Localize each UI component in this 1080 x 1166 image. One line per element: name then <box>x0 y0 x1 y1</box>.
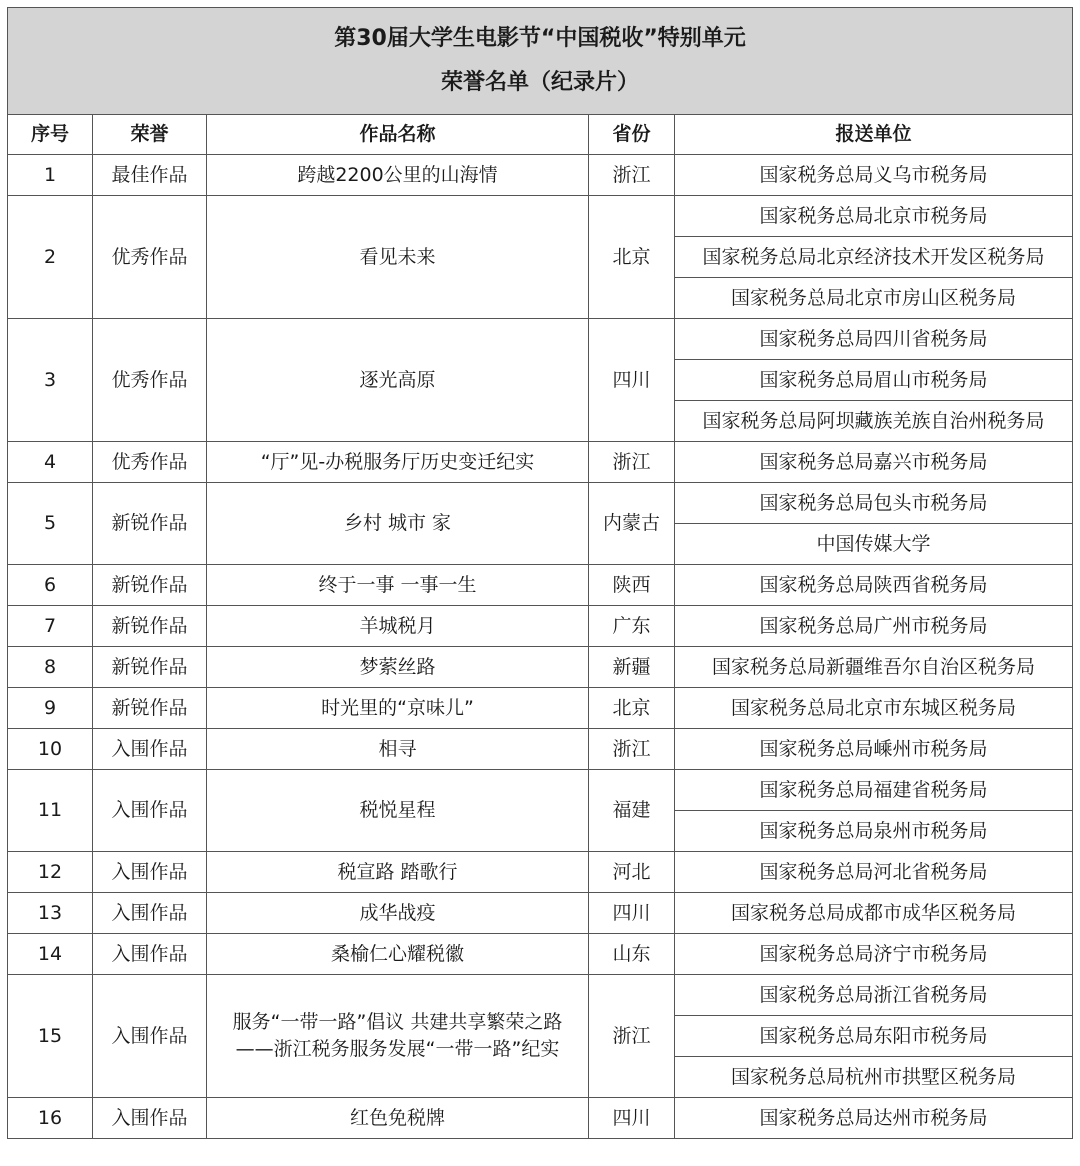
honor-cell: 入围作品 <box>93 770 207 852</box>
submitting-unit: 国家税务总局嘉兴市税务局 <box>675 442 1073 483</box>
province-cell: 广东 <box>589 606 675 647</box>
honor-table <box>7 7 1073 1139</box>
province-cell: 陕西 <box>589 565 675 606</box>
work-title: 税悦星程 <box>207 770 589 852</box>
row-number: 11 <box>8 770 93 852</box>
submitting-unit: 国家税务总局福建省税务局 <box>675 770 1073 811</box>
row-number: 3 <box>8 319 93 442</box>
table-row <box>8 934 1073 975</box>
row-number: 6 <box>8 565 93 606</box>
province-cell: 山东 <box>589 934 675 975</box>
submitting-unit: 国家税务总局广州市税务局 <box>675 606 1073 647</box>
header-unit: 报送单位 <box>675 115 1073 155</box>
table-row <box>8 975 1073 1016</box>
honor-list-sheet <box>7 7 1072 1139</box>
row-number: 14 <box>8 934 93 975</box>
table-row <box>8 606 1073 647</box>
header-row <box>8 115 1073 155</box>
submitting-unit: 国家税务总局成都市成华区税务局 <box>675 893 1073 934</box>
table-title <box>8 8 1073 115</box>
work-title: 税宣路 踏歌行 <box>207 852 589 893</box>
table-row <box>8 770 1073 811</box>
province-cell: 四川 <box>589 893 675 934</box>
table-row <box>8 565 1073 606</box>
table-row <box>8 852 1073 893</box>
honor-cell: 新锐作品 <box>93 688 207 729</box>
honor-cell: 入围作品 <box>93 729 207 770</box>
work-title: “厅”见-办税服务厅历史变迁纪实 <box>207 442 589 483</box>
table-row <box>8 1098 1073 1139</box>
honor-cell: 优秀作品 <box>93 319 207 442</box>
province-cell: 浙江 <box>589 729 675 770</box>
submitting-unit: 国家税务总局北京经济技术开发区税务局 <box>675 237 1073 278</box>
honor-cell: 优秀作品 <box>93 442 207 483</box>
submitting-unit: 国家税务总局四川省税务局 <box>675 319 1073 360</box>
row-number: 8 <box>8 647 93 688</box>
work-title-line-1: 服务“一带一路”倡议 共建共享繁荣之路 <box>232 1011 563 1033</box>
work-title: 终于一事 一事一生 <box>207 565 589 606</box>
submitting-unit: 国家税务总局嵊州市税务局 <box>675 729 1073 770</box>
row-number: 12 <box>8 852 93 893</box>
submitting-unit: 国家税务总局眉山市税务局 <box>675 360 1073 401</box>
header-no: 序号 <box>8 115 93 155</box>
header-honor: 荣誉 <box>93 115 207 155</box>
submitting-unit: 国家税务总局陕西省税务局 <box>675 565 1073 606</box>
honor-cell: 新锐作品 <box>93 606 207 647</box>
row-number: 9 <box>8 688 93 729</box>
honor-cell: 入围作品 <box>93 934 207 975</box>
row-number: 7 <box>8 606 93 647</box>
submitting-unit: 国家税务总局阿坝藏族羌族自治州税务局 <box>675 401 1073 442</box>
work-title-line-2: ——浙江税务服务发展“一带一路”纪实 <box>235 1038 560 1060</box>
submitting-unit: 中国传媒大学 <box>675 524 1073 565</box>
province-cell: 福建 <box>589 770 675 852</box>
submitting-unit: 国家税务总局浙江省税务局 <box>675 975 1073 1016</box>
work-title <box>207 975 589 1098</box>
honor-cell: 新锐作品 <box>93 565 207 606</box>
row-number: 4 <box>8 442 93 483</box>
submitting-unit: 国家税务总局东阳市税务局 <box>675 1016 1073 1057</box>
table-row <box>8 688 1073 729</box>
honor-cell: 入围作品 <box>93 1098 207 1139</box>
work-title: 成华战疫 <box>207 893 589 934</box>
table-row <box>8 729 1073 770</box>
submitting-unit: 国家税务总局北京市税务局 <box>675 196 1073 237</box>
honor-cell: 入围作品 <box>93 852 207 893</box>
header-province: 省份 <box>589 115 675 155</box>
submitting-unit: 国家税务总局义乌市税务局 <box>675 155 1073 196</box>
table-row <box>8 647 1073 688</box>
submitting-unit: 国家税务总局达州市税务局 <box>675 1098 1073 1139</box>
province-cell: 四川 <box>589 1098 675 1139</box>
submitting-unit: 国家税务总局泉州市税务局 <box>675 811 1073 852</box>
province-cell: 新疆 <box>589 647 675 688</box>
work-title: 梦萦丝路 <box>207 647 589 688</box>
honor-cell: 新锐作品 <box>93 483 207 565</box>
table-row <box>8 483 1073 524</box>
honor-cell: 最佳作品 <box>93 155 207 196</box>
table-row <box>8 893 1073 934</box>
province-cell: 河北 <box>589 852 675 893</box>
province-cell: 浙江 <box>589 155 675 196</box>
submitting-unit: 国家税务总局河北省税务局 <box>675 852 1073 893</box>
submitting-unit: 国家税务总局杭州市拱墅区税务局 <box>675 1057 1073 1098</box>
table-row <box>8 155 1073 196</box>
province-cell: 内蒙古 <box>589 483 675 565</box>
work-title: 乡村 城市 家 <box>207 483 589 565</box>
table-row <box>8 442 1073 483</box>
row-number: 1 <box>8 155 93 196</box>
province-cell: 北京 <box>589 688 675 729</box>
work-title: 跨越2200公里的山海情 <box>207 155 589 196</box>
submitting-unit: 国家税务总局新疆维吾尔自治区税务局 <box>675 647 1073 688</box>
row-number: 10 <box>8 729 93 770</box>
title-line-2: 荣誉名单（纪录片） <box>441 70 640 95</box>
work-title: 看见未来 <box>207 196 589 319</box>
row-number: 16 <box>8 1098 93 1139</box>
row-number: 13 <box>8 893 93 934</box>
honor-cell: 入围作品 <box>93 975 207 1098</box>
province-cell: 北京 <box>589 196 675 319</box>
submitting-unit: 国家税务总局北京市东城区税务局 <box>675 688 1073 729</box>
province-cell: 浙江 <box>589 975 675 1098</box>
submitting-unit: 国家税务总局济宁市税务局 <box>675 934 1073 975</box>
work-title: 逐光高原 <box>207 319 589 442</box>
work-title: 红色免税牌 <box>207 1098 589 1139</box>
honor-cell: 优秀作品 <box>93 196 207 319</box>
submitting-unit: 国家税务总局北京市房山区税务局 <box>675 278 1073 319</box>
work-title: 相寻 <box>207 729 589 770</box>
work-title: 桑榆仁心耀税徽 <box>207 934 589 975</box>
work-title: 时光里的“京味儿” <box>207 688 589 729</box>
table-body <box>8 155 1073 1139</box>
province-cell: 浙江 <box>589 442 675 483</box>
work-title: 羊城税月 <box>207 606 589 647</box>
submitting-unit: 国家税务总局包头市税务局 <box>675 483 1073 524</box>
honor-cell: 新锐作品 <box>93 647 207 688</box>
table-row <box>8 319 1073 360</box>
honor-cell: 入围作品 <box>93 893 207 934</box>
table-row <box>8 196 1073 237</box>
row-number: 2 <box>8 196 93 319</box>
province-cell: 四川 <box>589 319 675 442</box>
row-number: 5 <box>8 483 93 565</box>
header-work: 作品名称 <box>207 115 589 155</box>
row-number: 15 <box>8 975 93 1098</box>
title-line-1: 第30届大学生电影节“中国税收”特别单元 <box>334 26 746 51</box>
